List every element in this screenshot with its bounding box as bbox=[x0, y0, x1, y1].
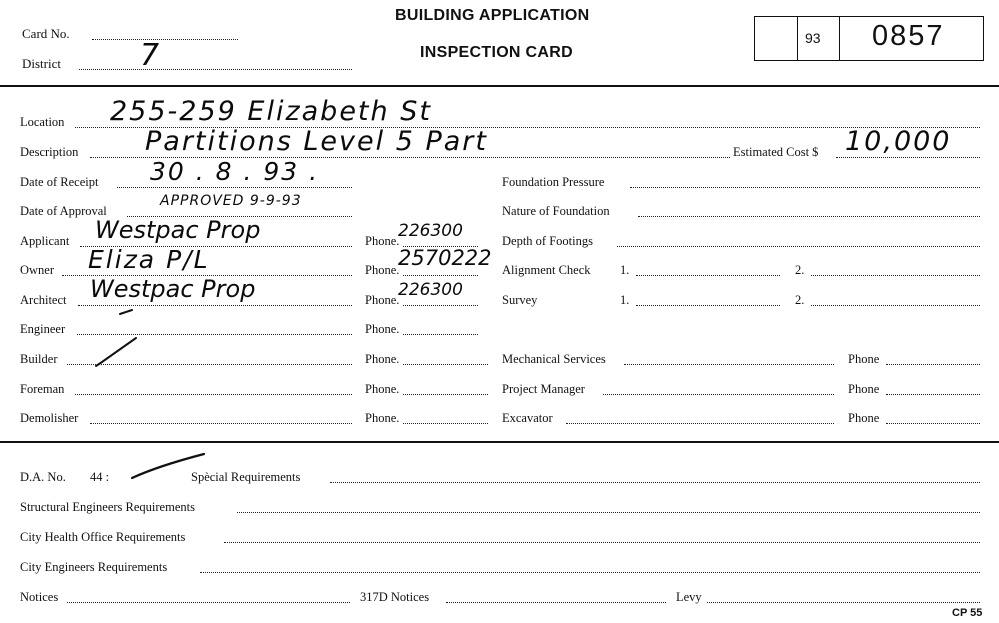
date-of-approval-label: Date of Approval bbox=[20, 204, 107, 218]
da-no-value: 44 : bbox=[90, 470, 110, 484]
foundation-pressure-line bbox=[630, 187, 980, 188]
builder-phone-label: Phone. bbox=[365, 352, 400, 366]
owner-phone-line bbox=[403, 275, 478, 276]
description-label: Description bbox=[20, 145, 79, 159]
title-inspection-card: INSPECTION CARD bbox=[420, 44, 573, 61]
levy-line bbox=[707, 602, 980, 603]
mechanical-services-line bbox=[624, 364, 834, 365]
notices-317d-line bbox=[446, 602, 666, 603]
card-box-number: 0857 bbox=[872, 20, 945, 52]
card-number-box bbox=[754, 16, 984, 61]
notices-317d-label: 317D Notices bbox=[360, 590, 430, 604]
city-engineers-requirements-line bbox=[200, 572, 980, 573]
excavator-label: Excavator bbox=[502, 411, 553, 425]
card-box-divider bbox=[797, 17, 798, 60]
title-building-application: BUILDING APPLICATION bbox=[395, 7, 590, 24]
notices-label: Notices bbox=[20, 590, 59, 604]
survey-label: Survey bbox=[502, 293, 538, 307]
special-requirements-line bbox=[330, 482, 980, 483]
applicant-phone-value: 226300 bbox=[398, 221, 463, 241]
description-value: Partitions Level 5 Part bbox=[145, 126, 488, 157]
architect-label: Architect bbox=[20, 293, 67, 307]
alignment-check-2-label: 2. bbox=[795, 263, 805, 277]
foundation-pressure-label: Foundation Pressure bbox=[502, 175, 605, 189]
estimated-cost-label: Estimated Cost $ bbox=[733, 145, 819, 159]
engineer-phone-line bbox=[403, 334, 478, 335]
handwritten-dash-marks bbox=[90, 308, 150, 370]
alignment-check-1-label: 1. bbox=[620, 263, 630, 277]
date-of-receipt-value: 30 . 8 . 93 . bbox=[150, 157, 320, 186]
owner-value: Eliza P/L bbox=[88, 245, 210, 274]
architect-phone-value: 226300 bbox=[398, 280, 463, 300]
date-of-receipt-label: Date of Receipt bbox=[20, 175, 99, 189]
builder-label: Builder bbox=[20, 352, 58, 366]
excavator-line bbox=[566, 423, 834, 424]
mechanical-services-phone-label: Phone bbox=[848, 352, 880, 366]
engineer-label: Engineer bbox=[20, 322, 66, 336]
survey-1-label: 1. bbox=[620, 293, 630, 307]
levy-label: Levy bbox=[676, 590, 702, 604]
special-requirements-label: Spècial Requirements bbox=[191, 470, 301, 484]
nature-of-foundation-line bbox=[638, 216, 980, 217]
survey-1-line bbox=[636, 305, 780, 306]
district-value: 7 bbox=[140, 38, 162, 73]
demolisher-phone-line bbox=[403, 423, 488, 424]
owner-label: Owner bbox=[20, 263, 55, 277]
middle-rule bbox=[0, 441, 999, 443]
foreman-phone-line bbox=[403, 394, 488, 395]
location-label: Location bbox=[20, 115, 65, 129]
project-manager-label: Project Manager bbox=[502, 382, 585, 396]
alignment-check-1-line bbox=[636, 275, 780, 276]
mechanical-services-label: Mechanical Services bbox=[502, 352, 606, 366]
owner-phone-value: 2570222 bbox=[398, 246, 492, 270]
survey-2-line bbox=[811, 305, 980, 306]
card-box-divider bbox=[839, 17, 840, 60]
structural-requirements-label: Structural Engineers Requirements bbox=[20, 500, 195, 514]
district-line bbox=[79, 69, 352, 70]
applicant-value: Westpac Prop bbox=[95, 216, 261, 244]
architect-value: Westpac Prop bbox=[90, 275, 256, 303]
demolisher-line bbox=[90, 423, 352, 424]
architect-phone-label: Phone. bbox=[365, 293, 400, 307]
owner-phone-label: Phone. bbox=[365, 263, 400, 277]
engineer-phone-label: Phone. bbox=[365, 322, 400, 336]
applicant-phone-label: Phone. bbox=[365, 234, 400, 248]
applicant-label: Applicant bbox=[20, 234, 70, 248]
project-manager-line bbox=[603, 394, 834, 395]
da-no-label: D.A. No. bbox=[20, 470, 66, 484]
city-engineers-requirements-label: City Engineers Requirements bbox=[20, 560, 168, 574]
card-no-label: Card No. bbox=[22, 26, 70, 41]
card-box-year: 93 bbox=[805, 30, 821, 46]
foreman-label: Foreman bbox=[20, 382, 65, 396]
architect-line bbox=[78, 305, 352, 306]
architect-phone-line bbox=[403, 305, 478, 306]
depth-of-footings-label: Depth of Footings bbox=[502, 234, 593, 248]
alignment-check-label: Alignment Check bbox=[502, 263, 591, 277]
district-label: District bbox=[22, 56, 61, 71]
city-health-requirements-line bbox=[224, 542, 980, 543]
project-manager-phone-label: Phone bbox=[848, 382, 880, 396]
builder-phone-line bbox=[403, 364, 488, 365]
card-no-line bbox=[92, 39, 238, 40]
foreman-phone-label: Phone. bbox=[365, 382, 400, 396]
location-value: 255-259 Elizabeth St bbox=[110, 96, 432, 127]
notices-line bbox=[67, 602, 350, 603]
excavator-phone-line bbox=[886, 423, 980, 424]
survey-2-label: 2. bbox=[795, 293, 805, 307]
structural-requirements-line bbox=[237, 512, 980, 513]
mechanical-services-phone-line bbox=[886, 364, 980, 365]
top-rule bbox=[0, 85, 999, 87]
date-of-receipt-line bbox=[117, 187, 352, 188]
foreman-line bbox=[75, 394, 352, 395]
city-health-requirements-label: City Health Office Requirements bbox=[20, 530, 186, 544]
project-manager-phone-line bbox=[886, 394, 980, 395]
estimated-cost-line bbox=[836, 157, 980, 158]
excavator-phone-label: Phone bbox=[848, 411, 880, 425]
demolisher-phone-label: Phone. bbox=[365, 411, 400, 425]
estimated-cost-value: 10,000 bbox=[845, 126, 952, 157]
demolisher-label: Demolisher bbox=[20, 411, 79, 425]
alignment-check-2-line bbox=[811, 275, 980, 276]
date-of-approval-value: APPROVED 9-9-93 bbox=[160, 193, 302, 209]
depth-of-footings-line bbox=[617, 246, 980, 247]
form-code: CP 55 bbox=[952, 607, 983, 619]
nature-of-foundation-label: Nature of Foundation bbox=[502, 204, 610, 218]
